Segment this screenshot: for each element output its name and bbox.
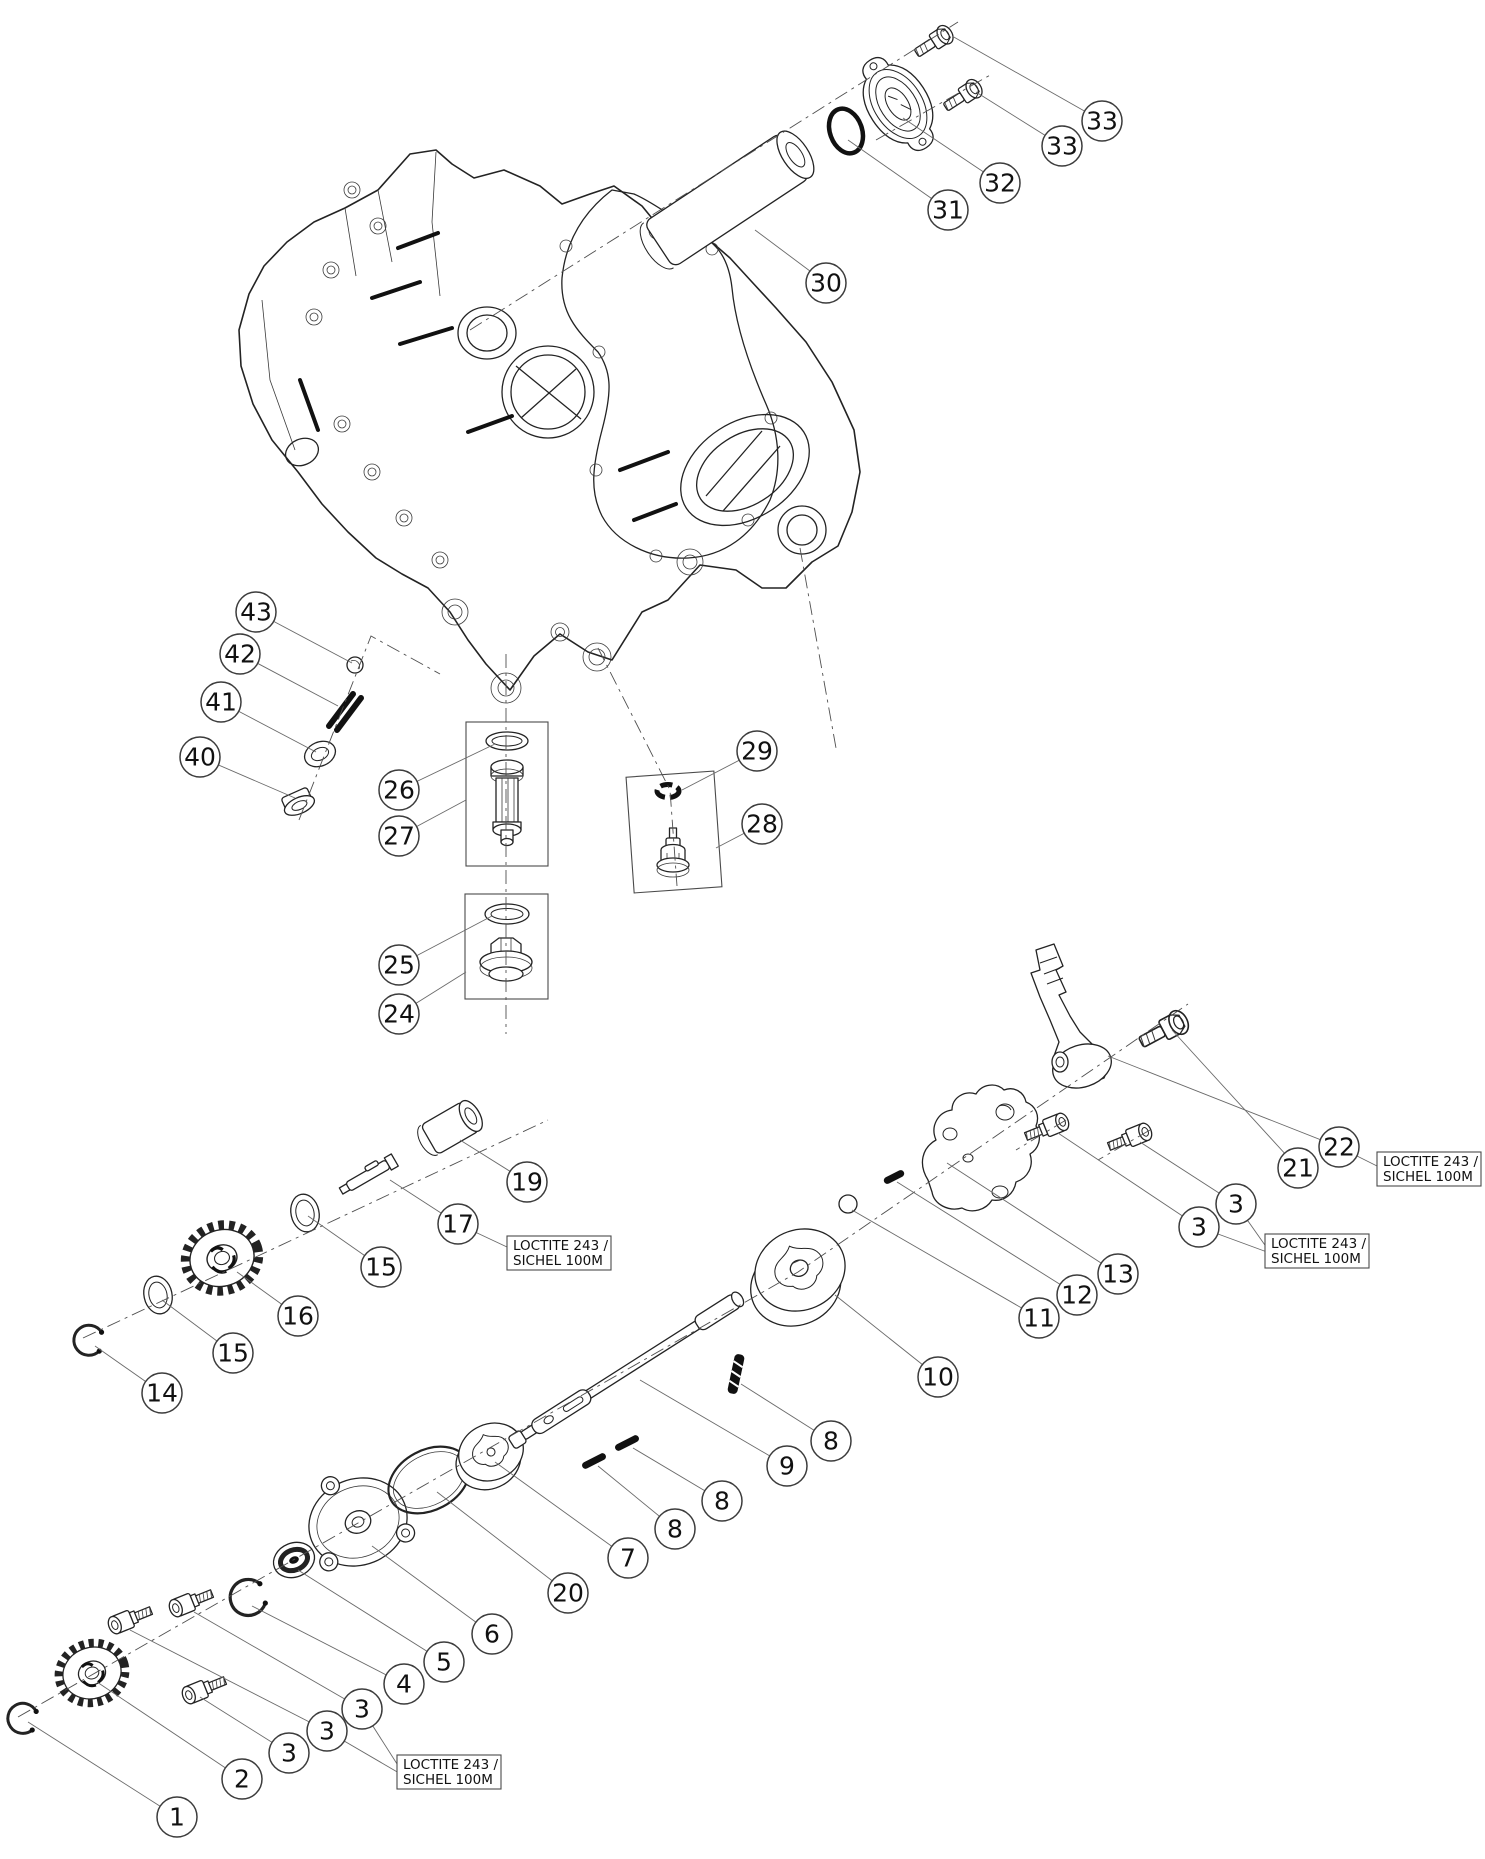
screw-3-a [106, 1602, 154, 1636]
callout-number: 42 [224, 639, 256, 669]
callout-24 [379, 994, 419, 1034]
callout-31 [928, 190, 968, 230]
callout-number: 9 [779, 1451, 795, 1481]
box-24-25 [465, 894, 548, 999]
callout-10 [918, 1357, 958, 1397]
callout-number: 33 [1086, 106, 1118, 136]
oil-screen-27 [491, 760, 523, 846]
callout-32 [980, 163, 1020, 203]
callout-8 [655, 1509, 695, 1549]
callout-number: 41 [205, 687, 237, 717]
spring-42 [329, 694, 361, 730]
leader-line [28, 1722, 177, 1817]
callout-8 [811, 1421, 851, 1461]
leader-line [298, 1570, 444, 1662]
pin-12 [883, 1169, 906, 1185]
leader-line [252, 1606, 404, 1684]
screw-3-c [180, 1672, 228, 1706]
callout-number: 5 [436, 1647, 452, 1677]
note-text: LOCTITE 243 / SICHEL 100M [513, 1238, 608, 1269]
callout-3 [1179, 1207, 1219, 1247]
callout-17 [438, 1204, 478, 1244]
callout-30 [806, 263, 846, 303]
callout-4 [384, 1664, 424, 1704]
callout-28 [742, 804, 782, 844]
callout-number: 26 [383, 775, 415, 805]
inner-rotor-7 [444, 1413, 535, 1500]
callout-5 [424, 1642, 464, 1682]
callout-26 [379, 770, 419, 810]
ball-11 [839, 1195, 857, 1213]
callout-33 [1082, 101, 1122, 141]
callout-number: 15 [365, 1252, 397, 1282]
callout-number: 3 [354, 1694, 370, 1724]
callout-13 [1098, 1254, 1138, 1294]
leader-line [437, 1492, 568, 1593]
spring-8 [727, 1353, 745, 1394]
note-text: LOCTITE 243 / SICHEL 100M [1383, 1154, 1478, 1185]
callout-14 [142, 1373, 182, 1413]
callout-number: 11 [1023, 1303, 1055, 1333]
callout-number: 3 [1191, 1212, 1207, 1242]
callout-number: 40 [184, 742, 216, 772]
leader-line [130, 1630, 327, 1731]
callout-number: 24 [383, 999, 415, 1029]
callout-number: 3 [319, 1716, 335, 1746]
leader-line [372, 1546, 492, 1634]
callout-number: 3 [281, 1738, 297, 1768]
callout-number: 19 [511, 1167, 543, 1197]
callout-number: 8 [714, 1486, 730, 1516]
callout-15 [361, 1247, 401, 1287]
callout-number: 3 [1228, 1189, 1244, 1219]
leader-line [495, 1462, 628, 1558]
pump-shaft-9 [507, 1290, 746, 1450]
engine-crankcase [239, 150, 860, 703]
o-ring-25 [485, 904, 529, 924]
callout-number: 30 [810, 268, 842, 298]
callout-8 [702, 1481, 742, 1521]
pin-8-b [614, 1434, 640, 1452]
callout-number: 8 [667, 1514, 683, 1544]
o-ring-26 [486, 732, 528, 750]
leader-line [1058, 1133, 1199, 1227]
callout-number: 31 [932, 195, 964, 225]
circlip-14 [72, 1323, 106, 1358]
callout-number: 6 [484, 1619, 500, 1649]
callout-29 [737, 731, 777, 771]
callout-22 [1319, 1127, 1359, 1167]
note-mid [507, 1236, 611, 1270]
note-text: LOCTITE 243 / SICHEL 100M [1271, 1236, 1366, 1267]
callout-number: 14 [146, 1378, 178, 1408]
callout-number: 13 [1102, 1259, 1134, 1289]
circlip-1 [4, 1700, 40, 1737]
drain-plug-28 [657, 828, 689, 877]
callout-16 [278, 1296, 318, 1336]
callout-number: 25 [383, 950, 415, 980]
callout-number: 43 [240, 597, 272, 627]
cover-plate-13 [922, 1085, 1039, 1211]
callout-1 [157, 1797, 197, 1837]
callout-number: 12 [1061, 1280, 1093, 1310]
callout-15 [213, 1333, 253, 1373]
callout-3 [1216, 1184, 1256, 1224]
screw-3-e [1106, 1121, 1154, 1155]
callout-40 [180, 737, 220, 777]
callout-41 [201, 682, 241, 722]
callout-number: 16 [282, 1301, 314, 1331]
callout-21 [1278, 1148, 1318, 1188]
callout-20 [548, 1573, 588, 1613]
callout-3 [307, 1711, 347, 1751]
screw-3-b [167, 1585, 215, 1619]
callout-3 [342, 1689, 382, 1729]
callout-9 [767, 1446, 807, 1486]
plug-40 [279, 786, 317, 819]
callout-3 [269, 1733, 309, 1773]
callout-2 [222, 1759, 262, 1799]
shaft-17 [337, 1152, 399, 1197]
leader-line [640, 1380, 787, 1466]
callout-6 [472, 1614, 512, 1654]
callout-11 [1019, 1298, 1059, 1338]
note-bottom [397, 1755, 501, 1789]
bolt-33-b [940, 77, 985, 116]
callout-number: 7 [620, 1543, 636, 1573]
callout-number: 1 [169, 1802, 185, 1832]
ball-43 [347, 657, 363, 673]
callout-43 [236, 592, 276, 632]
callout-number: 20 [552, 1578, 584, 1608]
leader-line [952, 36, 1102, 121]
callout-number: 27 [383, 821, 415, 851]
callout-number: 4 [396, 1669, 412, 1699]
callout-number: 15 [217, 1338, 249, 1368]
leader-line [852, 1210, 1039, 1318]
callout-33 [1042, 126, 1082, 166]
hex-bolt-21 [1135, 1007, 1192, 1053]
callout-number: 33 [1046, 131, 1078, 161]
callout-number: 17 [442, 1209, 474, 1239]
leader-line [1172, 1030, 1298, 1168]
note-right2 [1265, 1234, 1369, 1268]
gear-2 [51, 1635, 133, 1712]
callout-number: 22 [1323, 1132, 1355, 1162]
washer-15-b [287, 1192, 322, 1235]
axis-line [800, 548, 836, 748]
note-text: LOCTITE 243 / SICHEL 100M [403, 1757, 498, 1788]
callout-7 [608, 1538, 648, 1578]
leader-line [947, 1163, 1118, 1274]
callout-number: 10 [922, 1362, 954, 1392]
callout-number: 29 [741, 736, 773, 766]
callout-25 [379, 945, 419, 985]
callout-42 [220, 634, 260, 674]
leader-line [194, 1612, 362, 1709]
callout-number: 8 [823, 1426, 839, 1456]
outer-rotor-10 [733, 1215, 864, 1341]
callout-12 [1057, 1275, 1097, 1315]
note-right [1377, 1152, 1481, 1186]
callout-number: 32 [984, 168, 1016, 198]
callout-27 [379, 816, 419, 856]
callout-19 [507, 1162, 547, 1202]
leader-line [97, 1682, 242, 1779]
box-26-27 [466, 722, 548, 866]
kickstart-lever-22 [1031, 944, 1117, 1095]
callout-number: 21 [1282, 1153, 1314, 1183]
callout-number: 2 [234, 1764, 250, 1794]
callout-number: 28 [746, 809, 778, 839]
washer-15-a [140, 1274, 175, 1317]
pin-8-a [581, 1452, 607, 1470]
bolt-33-a [911, 23, 956, 62]
